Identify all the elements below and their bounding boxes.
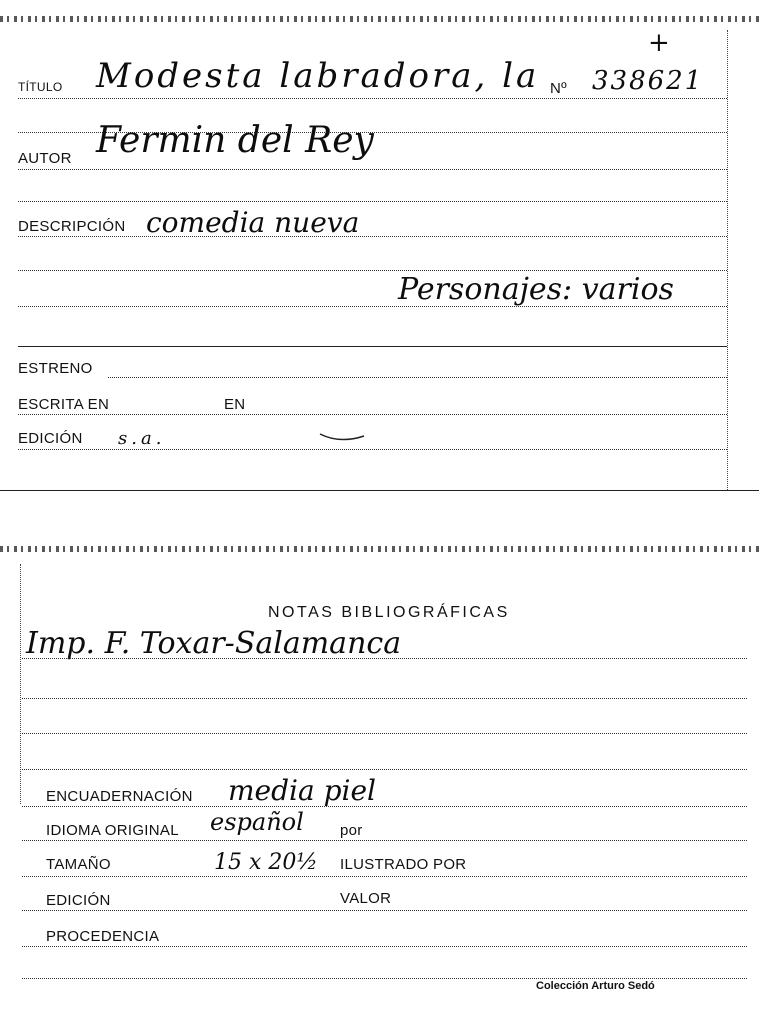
notas-line-2 [22, 698, 747, 699]
notas-line-3 [22, 733, 747, 734]
card-right-border [727, 30, 728, 490]
edicion-value: s.a. [118, 428, 166, 449]
edicion-label-back: EDICIÓN [46, 892, 111, 909]
titulo-value: Modesta labradora, la [96, 56, 540, 96]
descripcion-value: comedia nueva [146, 206, 360, 239]
blank-line-3 [18, 270, 727, 271]
numero-value: 338621 [592, 66, 704, 96]
estreno-label: ESTRENO [18, 360, 93, 377]
ilustrado-label: ILUSTRADO POR [340, 856, 467, 873]
encuadernacion-label: ENCUADERNACIÓN [46, 788, 193, 805]
encuadernacion-line [22, 806, 747, 807]
bottom-line [22, 978, 747, 979]
corner-mark: + [648, 28, 670, 58]
tamano-line [22, 876, 747, 877]
personajes-value: Personajes: varios [398, 272, 674, 307]
blank-line-2 [18, 201, 727, 202]
ink-smudge [318, 428, 370, 446]
por-label: por [340, 822, 363, 839]
autor-value: Fermin del Rey [96, 120, 374, 161]
descripcion-label: DESCRIPCIÓN [18, 218, 126, 235]
procedencia-label: PROCEDENCIA [46, 928, 160, 945]
card-bottom-edge [0, 546, 759, 552]
collection-footer: Colección Arturo Sedó [536, 980, 655, 992]
edicion-line [18, 449, 727, 450]
estreno-line [108, 377, 727, 378]
tamano-value: 15 x 20½ [214, 850, 318, 875]
descripcion-line [18, 236, 727, 237]
valor-label: VALOR [340, 890, 392, 907]
titulo-label: TÍTULO [18, 80, 63, 94]
catalog-card-front [0, 0, 759, 492]
card-left-border [20, 564, 21, 804]
edicion-line-back [22, 910, 747, 911]
idioma-value: español [210, 808, 304, 836]
autor-label: AUTOR [18, 150, 72, 167]
idioma-label: IDIOMA ORIGINAL [46, 822, 179, 839]
en-label: EN [224, 396, 246, 413]
section-divider [18, 346, 727, 347]
catalog-card-back [0, 540, 759, 1028]
procedencia-line [22, 946, 747, 947]
personajes-line [18, 306, 727, 307]
notas-line-4 [22, 769, 747, 770]
escrita-en-label: ESCRITA EN [18, 396, 110, 413]
notas-line-1 [22, 658, 747, 659]
notas-heading: NOTAS BIBLIOGRÁFICAS [268, 604, 510, 621]
card-separator [0, 490, 759, 491]
idioma-line [22, 840, 747, 841]
autor-line [18, 169, 727, 170]
titulo-line [18, 98, 727, 99]
numero-label: Nº [550, 80, 567, 97]
edicion-label: EDICIÓN [18, 430, 83, 447]
tamano-label: TAMAÑO [46, 856, 111, 873]
encuadernacion-value: media piel [228, 774, 376, 807]
card-top-edge [0, 16, 759, 22]
notas-value: Imp. F. Toxar-Salamanca [26, 626, 402, 661]
escrita-en-line [18, 414, 727, 415]
